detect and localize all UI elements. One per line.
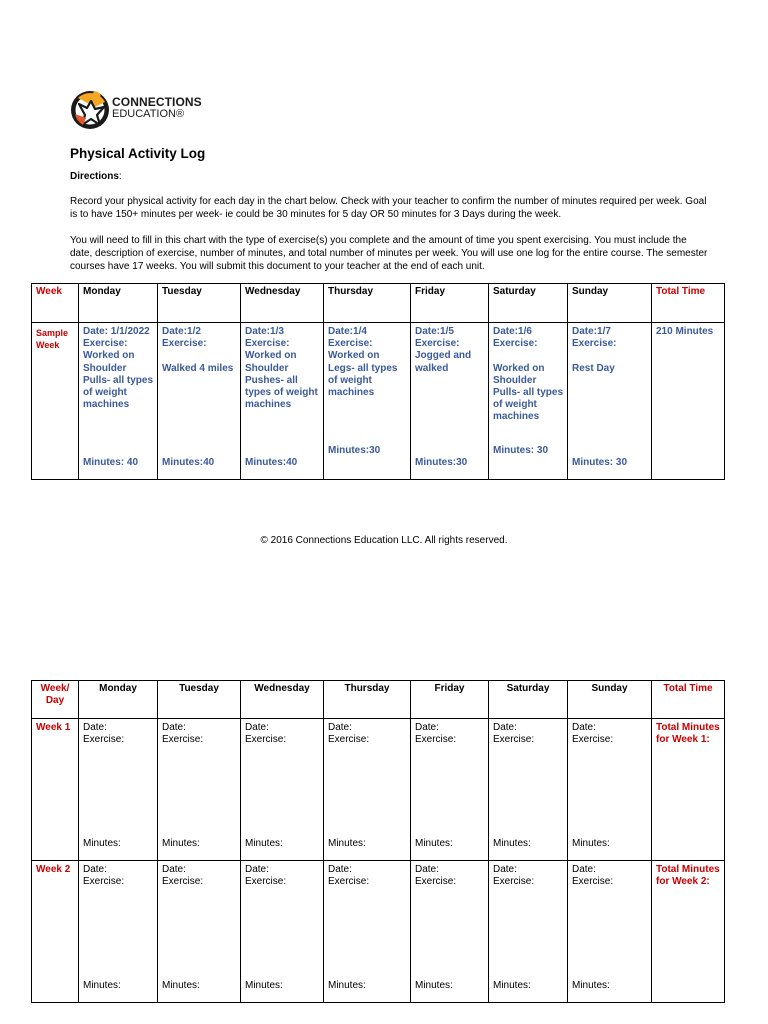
header-wednesday: Wednesday xyxy=(241,681,324,719)
week-label: Week 2 xyxy=(36,864,71,875)
day-entry-fields: Date: Exercise: xyxy=(245,722,287,746)
day-cell[interactable] xyxy=(324,719,411,861)
logo-mark-icon xyxy=(71,88,111,132)
week-1-row xyxy=(32,719,725,861)
sample-day-cell xyxy=(489,323,568,480)
logo-text xyxy=(112,96,202,120)
log-header-row xyxy=(32,681,725,719)
header-saturday: Saturday xyxy=(489,284,568,323)
day-cell[interactable] xyxy=(158,719,241,861)
day-cell[interactable] xyxy=(489,861,568,1003)
sample-day-minutes: Minutes:30 xyxy=(328,444,381,456)
sample-total: 210 Minutes xyxy=(656,326,714,337)
minutes-field: Minutes: xyxy=(162,979,200,991)
header-tuesday: Tuesday xyxy=(158,284,241,323)
sample-day-minutes: Minutes:40 xyxy=(162,456,215,468)
week-label-cell xyxy=(32,719,79,861)
day-cell[interactable] xyxy=(241,719,324,861)
day-entry-fields: Date: Exercise: xyxy=(493,722,535,746)
logo-line2: EDUCATION® xyxy=(112,108,185,120)
header-total-time: Total Time xyxy=(652,284,725,323)
sample-total-cell xyxy=(652,323,725,480)
day-cell[interactable] xyxy=(241,861,324,1003)
header-thursday: Thursday xyxy=(324,681,411,719)
minutes-field: Minutes: xyxy=(415,979,453,991)
week-total-cell[interactable] xyxy=(652,719,725,861)
minutes-field: Minutes: xyxy=(493,837,531,849)
day-entry-fields: Date: Exercise: xyxy=(83,722,125,746)
day-entry-fields: Date: Exercise: xyxy=(83,864,125,888)
day-cell[interactable] xyxy=(158,861,241,1003)
logo-line1: CONNECTIONS xyxy=(112,95,202,109)
sample-day-cell xyxy=(411,323,489,480)
header-total-time: Total Time xyxy=(652,681,725,719)
header-week: Week xyxy=(32,284,79,323)
day-cell[interactable] xyxy=(79,719,158,861)
copyright-footer: © 2016 Connections Education LLC. All rights reserved. xyxy=(260,535,508,546)
minutes-field: Minutes: xyxy=(328,979,366,991)
week-total-label: Total Minutes for Week 2: xyxy=(656,864,720,888)
minutes-field: Minutes: xyxy=(572,837,610,849)
sample-day-entry: Date:1/7 Exercise: Rest Day xyxy=(572,326,617,374)
minutes-field: Minutes: xyxy=(245,979,283,991)
sample-day-entry: Date:1/5 Exercise: Jogged and walked xyxy=(415,326,472,374)
day-cell[interactable] xyxy=(568,861,652,1003)
sample-day-cell xyxy=(568,323,652,480)
sample-header-row xyxy=(32,284,725,323)
header-saturday: Saturday xyxy=(489,681,568,719)
minutes-field: Minutes: xyxy=(83,979,121,991)
sample-log-table xyxy=(31,283,725,480)
minutes-field: Minutes: xyxy=(162,837,200,849)
header-tuesday: Tuesday xyxy=(158,681,241,719)
sample-day-entry: Date:1/2 Exercise: Walked 4 miles xyxy=(162,326,234,374)
day-entry-fields: Date: Exercise: xyxy=(328,722,370,746)
day-cell[interactable] xyxy=(568,719,652,861)
company-logo xyxy=(71,88,221,132)
activity-log-table xyxy=(31,680,725,1003)
day-entry-fields: Date: Exercise: xyxy=(493,864,535,888)
minutes-field: Minutes: xyxy=(415,837,453,849)
sample-day-cell xyxy=(324,323,411,480)
day-cell[interactable] xyxy=(324,861,411,1003)
day-cell[interactable] xyxy=(489,719,568,861)
directions-label: Directions: xyxy=(70,171,122,182)
day-entry-fields: Date: Exercise: xyxy=(245,864,287,888)
minutes-field: Minutes: xyxy=(245,837,283,849)
day-entry-fields: Date: Exercise: xyxy=(415,864,457,888)
minutes-field: Minutes: xyxy=(493,979,531,991)
week-total-label: Total Minutes for Week 1: xyxy=(656,722,720,746)
sample-day-minutes: Minutes: 30 xyxy=(493,444,549,456)
header-week-day: Week/ Day xyxy=(32,681,79,719)
day-entry-fields: Date: Exercise: xyxy=(572,864,614,888)
header-sunday: Sunday xyxy=(568,681,652,719)
week-2-row xyxy=(32,861,725,1003)
sample-week-cell xyxy=(32,323,79,480)
day-entry-fields: Date: Exercise: xyxy=(572,722,614,746)
minutes-field: Minutes: xyxy=(328,837,366,849)
header-monday: Monday xyxy=(79,284,158,323)
sample-day-minutes: Minutes: 30 xyxy=(572,456,628,468)
sample-day-entry: Date:1/3 Exercise: Worked on Shoulder Pushes- all types of weight machines xyxy=(245,326,318,411)
day-cell[interactable] xyxy=(411,719,489,861)
header-wednesday: Wednesday xyxy=(241,284,324,323)
sample-day-minutes: Minutes:30 xyxy=(415,456,468,468)
header-sunday: Sunday xyxy=(568,284,652,323)
sample-day-cell xyxy=(79,323,158,480)
week-total-cell[interactable] xyxy=(652,861,725,1003)
header-monday: Monday xyxy=(79,681,158,719)
sample-week-row xyxy=(32,323,725,480)
minutes-field: Minutes: xyxy=(572,979,610,991)
header-friday: Friday xyxy=(411,681,489,719)
sample-day-entry: Date:1/4 Exercise: Worked on Legs- all types of weight machines xyxy=(328,326,398,399)
sample-day-cell xyxy=(241,323,324,480)
day-entry-fields: Date: Exercise: xyxy=(162,722,204,746)
week-label-cell xyxy=(32,861,79,1003)
page-title: Physical Activity Log xyxy=(70,146,206,161)
directions-paragraph-2: You will need to fill in this chart with the type of exercise(s) you complete and the amount of time you spent exercising. You must include the date, description of exercise, number of minutes, and total number of minutes per week. You will use one log for the entire course. The semester courses have 17 weeks. You will submit this document to your teacher at the end of each unit. xyxy=(70,235,708,272)
sample-day-entry: Date:1/6 Exercise: Worked on Shoulder Pulls- all types of weight machines xyxy=(493,326,564,423)
minutes-field: Minutes: xyxy=(83,837,121,849)
sample-week-label: Sample Week xyxy=(36,328,69,350)
day-cell[interactable] xyxy=(411,861,489,1003)
header-thursday: Thursday xyxy=(324,284,411,323)
header-friday: Friday xyxy=(411,284,489,323)
week-label: Week 1 xyxy=(36,722,71,733)
day-entry-fields: Date: Exercise: xyxy=(162,864,204,888)
sample-day-minutes: Minutes: 40 xyxy=(83,456,139,468)
sample-day-cell xyxy=(158,323,241,480)
sample-day-entry: Date: 1/1/2022 Exercise: Worked on Shoulder Pulls- all types of weight machines xyxy=(83,326,154,411)
sample-day-minutes: Minutes:40 xyxy=(245,456,298,468)
directions-paragraph-1: Record your physical activity for each day in the chart below. Check with your teacher to confirm the number of minutes required per week. Goal is to have 150+ minutes per week- ie could be 30 minutes for 5 day OR 50 minutes for 3 Days during the week. xyxy=(70,196,707,220)
day-cell[interactable] xyxy=(79,861,158,1003)
day-entry-fields: Date: Exercise: xyxy=(415,722,457,746)
day-entry-fields: Date: Exercise: xyxy=(328,864,370,888)
